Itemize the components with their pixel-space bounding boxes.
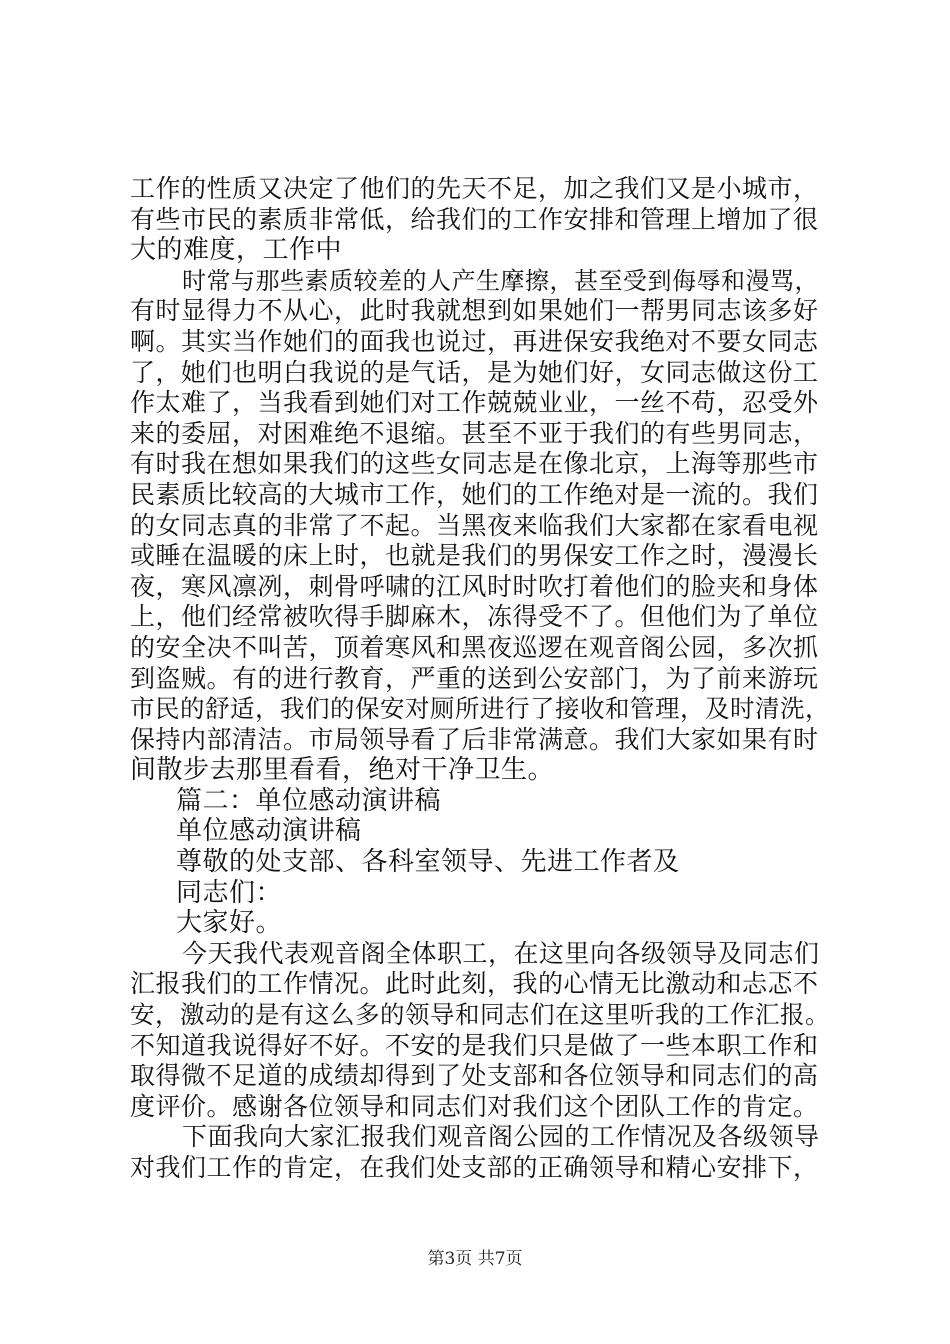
paragraph-line: 汇报我们的工作情况。此时此刻，我的心情无比激动和忐忑不: [130, 969, 819, 999]
paragraph-line: 下面我向大家汇报我们观音阁公园的工作情况及各级领导: [182, 1122, 820, 1152]
section-line: 尊敬的处支部、各科室领导、先进工作者及: [176, 847, 680, 878]
paragraph-line: 取得微不足道的成绩却得到了处支部和各位领导和同志们的高: [130, 1061, 819, 1091]
document-body: [130, 174, 830, 1184]
paragraph-line: 大的难度，工作中: [130, 235, 343, 266]
paragraph-line: 有时显得力不从心，此时我就想到如果她们一帮男同志该多好: [130, 296, 819, 326]
paragraph-line: 到盗贼。有的进行教育，严重的送到公安部门，为了前来游玩: [130, 663, 819, 693]
page-number-footer: 第3页 共7页: [427, 1249, 523, 1269]
paragraph-line: 保持内部清洁。市局领导看了后非常满意。我们大家如果有时: [130, 724, 819, 754]
paragraph-line: 或睡在温暖的床上时，也就是我们的男保安工作之时，漫漫长: [130, 541, 819, 571]
section-line: 篇二：单位感动演讲稿: [176, 785, 442, 816]
paragraph-line: 夜，寒风凛冽，刺骨呼啸的江风时时吹打着他们的脸夹和身体: [130, 571, 819, 601]
section-line: 大家好。: [176, 908, 283, 939]
paragraph-line: 市民的舒适，我们的保安对厕所进行了接收和管理，及时清洗，: [130, 694, 830, 724]
paragraph-line: 间散步去那里看看，绝对干净卫生。: [130, 755, 555, 786]
paragraph-line: 有些市民的素质非常低，给我们的工作安排和管理上增加了很: [130, 204, 819, 234]
paragraph-line: 的安全决不叫苦，顶着寒风和黑夜巡逻在观音阁公园，多次抓: [130, 632, 819, 662]
paragraph-line: 来的委屈，对困难绝不退缩。甚至不亚于我们的有些男同志，: [130, 418, 819, 448]
section-line: 同志们：: [176, 877, 283, 908]
paragraph-line: 对我们工作的肯定，在我们处支部的正确领导和精心安排下，: [130, 1153, 819, 1182]
paragraph-line: 今天我代表观音阁全体职工，在这里向各级领导及同志们: [182, 938, 820, 968]
paragraph-line: 上，他们经常被吹得手脚麻木，冻得受不了。但他们为了单位: [130, 602, 819, 632]
paragraph-line: 了，她们也明白我说的是气话，是为她们好，女同志做这份工: [130, 357, 819, 387]
paragraph-line: 作太难了，当我看到她们对工作兢兢业业，一丝不苟，忍受外: [130, 388, 819, 418]
paragraph-line: 的女同志真的非常了不起。当黑夜来临我们大家都在家看电视: [130, 510, 819, 540]
section-line: 单位感动演讲稿: [176, 816, 362, 847]
paragraph-line: 安，激动的是有这么多的领导和同志们在这里听我的工作汇报。: [130, 1000, 830, 1030]
paragraph-line: 有时我在想如果我们的这些女同志是在像北京，上海等那些市: [130, 449, 819, 479]
paragraph-line: 度评价。感谢各位领导和同志们对我们这个团队工作的肯定。: [130, 1091, 819, 1121]
paragraph-line: 啊。其实当作她们的面我也说过，再进保安我绝对不要女同志: [130, 326, 819, 356]
paragraph-line: 工作的性质又决定了他们的先天不足，加之我们又是小城市，: [130, 174, 819, 203]
paragraph-line: 时常与那些素质较差的人产生摩擦，甚至受到侮辱和漫骂，: [182, 266, 819, 295]
paragraph-line: 不知道我说得好不好。不安的是我们只是做了一些本职工作和: [130, 1030, 819, 1060]
paragraph-line: 民素质比较高的大城市工作，她们的工作绝对是一流的。我们: [130, 479, 819, 509]
